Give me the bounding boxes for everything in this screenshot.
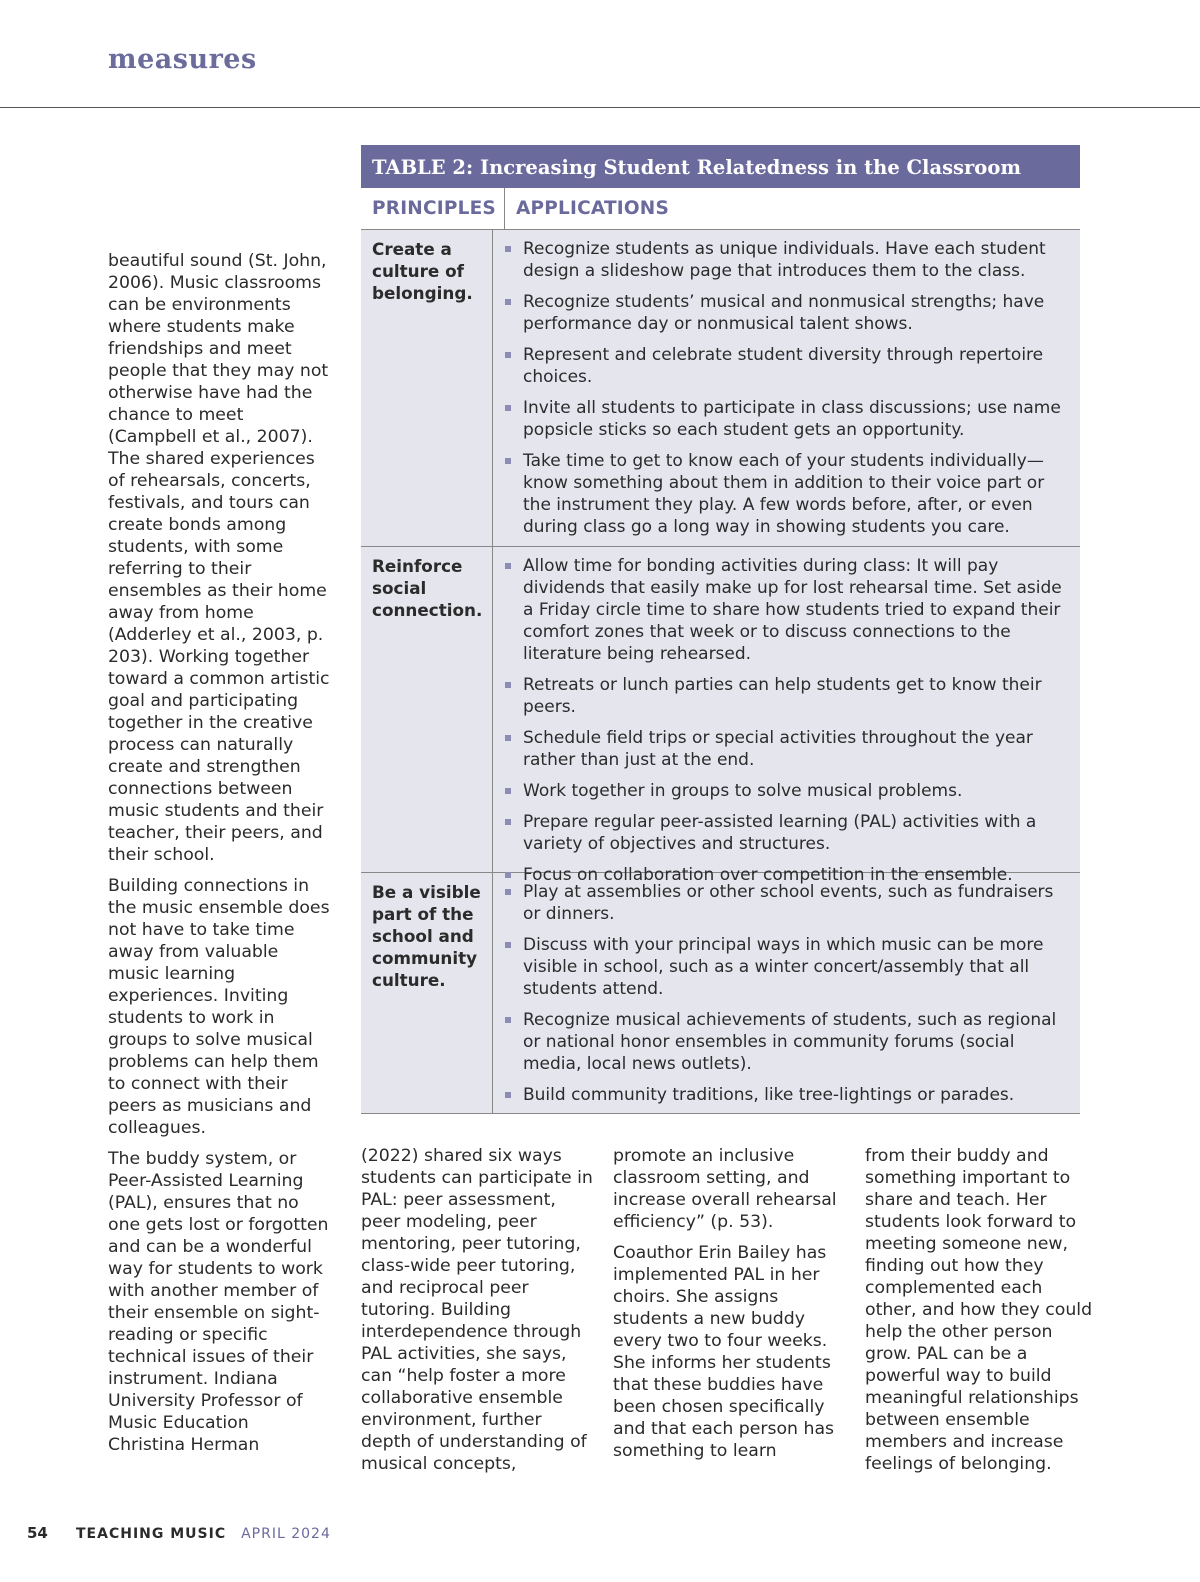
table-row: [361, 547, 1080, 885]
table-row: [361, 230, 1080, 547]
bottom-paragraph: from their buddy and something important to share and teach. Her students look forward to meeting someone new, finding out how they complemented each other, and how they could help the other person grow. PAL can be a powerful way to build meaningful relationships between ensemble members and increase feelings of belonging.: [865, 1146, 1093, 1474]
left-paragraph-2: Building connections in the music ensemble does not have to take time away from valuable music learning experiences. Inviting students to work in groups to solve musical problems can help them to connect with their peers as musicians and colleagues.: [108, 876, 330, 1138]
square-bullet-icon: [505, 788, 511, 794]
table-title: TABLE 2: Increasing Student Relatedness in the Classroom: [361, 145, 1080, 188]
application-item: Represent and celebrate student diversity through repertoire choices.: [505, 344, 1072, 388]
application-item: Invite all students to participate in class discussions; use name popsicle sticks so each student gets an opportunity.: [505, 397, 1072, 441]
applications-header: APPLICATIONS: [516, 198, 670, 219]
principle-cell: Reinforce social connection.: [361, 547, 493, 872]
application-item: Recognize students as unique individuals. Have each student design a slideshow page that introduces them to the class.: [505, 238, 1072, 282]
square-bullet-icon: [505, 458, 511, 464]
applications-cell: [493, 230, 1080, 546]
application-item: Take time to get to know each of your students individually—know something about them in addition to their voice part or the instrument they play. A few words before, after, or even during class go a long way in showing students you care.: [505, 450, 1072, 538]
bottom-column-3: [865, 1145, 1097, 1484]
bottom-column-1: [361, 1145, 593, 1484]
application-item: Schedule field trips or special activities throughout the year rather than just at the end.: [505, 727, 1072, 771]
bottom-paragraph: promote an inclusive classroom setting, and increase overall rehearsal efficiency” (p. 53).: [613, 1146, 837, 1232]
principles-header: PRINCIPLES: [361, 188, 505, 229]
square-bullet-icon: [505, 872, 511, 878]
application-item: Build community traditions, like tree-lightings or parades.: [505, 1084, 1072, 1106]
principle-cell: Be a visible part of the school and community culture.: [361, 873, 493, 1113]
left-column: [108, 250, 330, 1465]
square-bullet-icon: [505, 563, 511, 569]
issue-date: APRIL 2024: [241, 1526, 331, 1542]
square-bullet-icon: [505, 1092, 511, 1098]
magazine-name: TEACHING MUSIC: [76, 1526, 227, 1542]
bottom-paragraph: Coauthor Erin Bailey has implemented PAL in her choirs. She assigns students a new buddy every two to four weeks. She informs her students that these buddies have been chosen specifically and that each person has something to learn: [613, 1243, 835, 1461]
square-bullet-icon: [505, 405, 511, 411]
square-bullet-icon: [505, 1017, 511, 1023]
page-footer: [27, 1524, 331, 1542]
page-number: 54: [27, 1524, 48, 1542]
bottom-paragraph: (2022) shared six ways students can participate in PAL: peer assessment, peer modeling, peer mentoring, peer tutoring, class-wide peer tutoring, and reciprocal peer tutoring. Building interdependence through PAL activities, she says, can “help foster a more collaborative ensemble environment, further depth of understanding of musical concepts,: [361, 1146, 593, 1474]
square-bullet-icon: [505, 246, 511, 252]
application-item: Allow time for bonding activities during class: It will pay dividends that easily make up for lost rehearsal time. Set aside a Friday circle time to share how students tried to expand their comfort zones that week or to discuss connections to the literature being rehearsed.: [505, 555, 1072, 665]
square-bullet-icon: [505, 942, 511, 948]
application-item: Prepare regular peer-assisted learning (PAL) activities with a variety of objectives and structures.: [505, 811, 1072, 855]
square-bullet-icon: [505, 299, 511, 305]
application-item: Play at assemblies or other school events, such as fundraisers or dinners.: [505, 881, 1072, 925]
application-item: Retreats or lunch parties can help students get to know their peers.: [505, 674, 1072, 718]
left-paragraph-3: The buddy system, or Peer-Assisted Learning (PAL), ensures that no one gets lost or forgotten and can be a wonderful way for students to work with another member of their ensemble on sight-reading or specific technical issues of their instrument. Indiana University Professor of Music Education Christina Herman: [108, 1149, 329, 1455]
table-2: [361, 145, 1080, 1114]
table-row: [361, 873, 1080, 1114]
application-item: Recognize students’ musical and nonmusical strengths; have performance day or nonmusical talent shows.: [505, 291, 1072, 335]
section-label: measures: [108, 44, 257, 75]
square-bullet-icon: [505, 819, 511, 825]
application-item: Recognize musical achievements of students, such as regional or national honor ensembles in community forums (social media, local news outlets).: [505, 1009, 1072, 1075]
application-item: Focus on collaboration over competition in the ensemble.: [505, 864, 1072, 886]
header-rule: [0, 107, 1200, 108]
principle-cell: Create a culture of belonging.: [361, 230, 493, 546]
applications-cell: [493, 873, 1080, 1113]
table-header-row: [361, 188, 1080, 230]
application-item: Work together in groups to solve musical problems.: [505, 780, 1072, 802]
square-bullet-icon: [505, 735, 511, 741]
square-bullet-icon: [505, 352, 511, 358]
application-item: Discuss with your principal ways in which music can be more visible in school, such as a winter concert/assembly that all students attend.: [505, 934, 1072, 1000]
left-paragraph-1: beautiful sound (St. John, 2006). Music classrooms can be environments where students make friendships and meet people that they may not otherwise have had the chance to meet (Campbell et al., 2007). The shared experiences of rehearsals, concerts, festivals, and tours can create bonds among students, with some referring to their ensembles as their home away from home (Adderley et al., 2003, p. 203). Working together toward a common artistic goal and participating together in the creative process can naturally create and strengthen connections between music students and their teacher, their peers, and their school.: [108, 251, 330, 865]
square-bullet-icon: [505, 682, 511, 688]
applications-cell: [493, 547, 1080, 885]
bottom-column-2: [613, 1145, 845, 1471]
square-bullet-icon: [505, 889, 511, 895]
